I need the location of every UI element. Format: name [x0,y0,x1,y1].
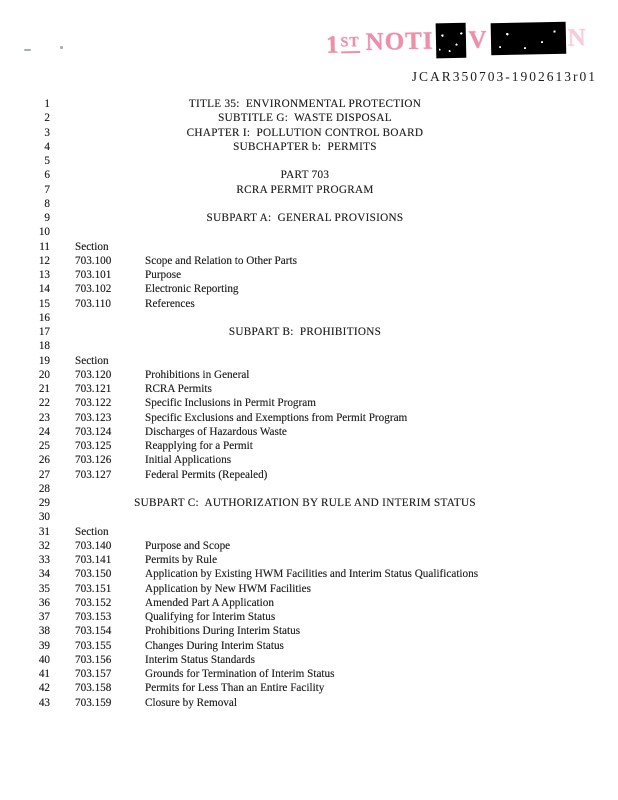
heading-text: PART 703 [280,169,330,182]
line-number: 17 [38,326,50,338]
document-line [0,254,618,268]
section-title: Application by New HWM Facilities [145,582,311,595]
line-number: 5 [44,155,50,167]
section-number: 703.153 [75,611,112,623]
document-line [0,225,618,239]
document-line [0,667,618,681]
section-title: Permits by Rule [145,554,218,566]
section-number: 703.126 [75,454,112,467]
section-title: Specific Exclusions and Exemptions from Permit Program [145,411,408,424]
document-line [0,382,618,396]
section-number: 703.154 [75,625,112,638]
section-title: Changes During Interim Status [145,639,284,652]
document-line [0,525,618,539]
section-title: Specific Inclusions in Permit Program [145,397,316,410]
section-number: 703.141 [75,554,112,566]
document-line [0,468,618,482]
document-line [0,439,618,453]
line-number: 24 [38,425,50,438]
document-line [0,653,618,667]
heading-text: SUBCHAPTER b: PERMITS [233,140,377,153]
section-number: 703.125 [75,440,112,452]
line-number: 30 [38,511,50,524]
line-number: 19 [38,354,50,367]
section-number: 703.121 [75,383,112,395]
stamp-mid-letter: V [468,26,488,54]
document-line [0,610,618,624]
document-line [0,396,618,410]
section-title: Federal Permits (Repealed) [145,468,268,481]
line-number: 37 [38,611,50,623]
document-line [0,510,618,524]
line-number: 25 [38,440,50,452]
section-title: References [145,297,195,310]
section-column-label: Section [75,354,109,367]
section-title: Scope and Relation to Other Parts [145,254,297,267]
heading-text: SUBPART C: AUTHORIZATION BY RULE AND INTERIM STATUS [134,497,476,509]
section-title: Qualifying for Interim Status [145,611,276,623]
line-number: 16 [38,311,50,324]
stamp-tail-letter: N [567,24,587,52]
section-column-label: Section [75,240,109,253]
section-title: Prohibitions During Interim Status [145,625,301,638]
line-number: 22 [38,397,50,410]
document-line [0,282,618,296]
document-line [0,425,618,439]
section-number: 703.156 [75,653,112,666]
document-line [0,297,618,311]
heading-text: SUBTITLE G: WASTE DISPOSAL [218,112,392,125]
line-number: 7 [44,183,50,196]
line-number: 14 [38,283,50,296]
line-number: 12 [38,254,50,267]
document-line [0,368,618,382]
section-title: Amended Part A Application [145,596,274,609]
section-title: Application by Existing HWM Facilities and Interim Status Qualifications [145,568,479,581]
line-number: 13 [38,269,50,281]
line-number: 26 [38,454,50,467]
section-number: 703.127 [75,468,112,481]
document-line [0,624,618,638]
document-line [0,582,618,596]
line-number: 43 [38,696,50,709]
stamp-word: NOTI [365,27,434,56]
line-number: 1 [44,98,50,110]
line-number: 39 [38,639,50,652]
section-title: Closure by Removal [145,696,237,709]
stamp-superscript: ST [340,35,359,53]
document-line [0,211,618,225]
document-line [0,553,618,567]
document-line [0,97,618,111]
line-number: 33 [38,554,50,566]
document-line [0,539,618,553]
stamp-prefix: 1ST [325,31,360,59]
document-line [0,453,618,467]
section-number: 703.124 [75,425,112,438]
section-title: Electronic Reporting [145,283,239,296]
document-line [0,496,618,510]
redaction-box-2 [490,22,566,56]
document-line [0,681,618,695]
document-line [0,596,618,610]
section-title: Reapplying for a Permit [145,440,253,452]
heading-text: TITLE 35: ENVIRONMENTAL PROTECTION [188,98,422,110]
line-number: 4 [44,140,50,153]
document-line [0,482,618,496]
line-number: 28 [38,482,50,495]
section-number: 703.157 [75,668,112,680]
section-number: 703.150 [75,568,112,581]
line-number: 18 [38,340,50,353]
document-line [0,183,618,197]
line-number: 27 [38,468,50,481]
section-title: Interim Status Standards [145,653,255,666]
document-line [0,311,618,325]
section-title: Grounds for Termination of Interim Status [145,668,335,680]
document-line [0,639,618,653]
document-line [0,154,618,168]
document-line [0,339,618,353]
document-line [0,126,618,140]
document-line [0,325,618,339]
section-number: 703.158 [75,682,112,695]
section-title: RCRA Permits [145,383,212,395]
section-number: 703.140 [75,539,112,552]
line-number: 10 [38,226,50,239]
line-number: 38 [38,625,50,638]
line-number: 42 [38,682,50,695]
line-number: 41 [38,668,50,680]
document-line [0,168,618,182]
document-line [0,140,618,154]
document-lines [0,97,618,710]
section-title: Discharges of Hazardous Waste [145,425,287,438]
line-number: 6 [44,169,50,182]
document-line [0,354,618,368]
line-number: 32 [38,539,50,552]
first-notice-stamp [326,21,587,62]
document-line [0,111,618,125]
line-number: 11 [39,240,50,253]
line-number: 40 [38,653,50,666]
section-number: 703.123 [75,411,112,424]
section-title: Permits for Less Than an Entire Facility [145,682,325,695]
line-number: 8 [44,197,50,210]
jcar-document-id: JCAR350703-1902613r01 [411,69,597,84]
section-number: 703.101 [75,269,112,281]
document-line [0,696,618,710]
section-title: Purpose and Scope [145,539,231,552]
section-number: 703.152 [75,596,112,609]
section-number: 703.100 [75,254,112,267]
line-number: 21 [38,383,50,395]
line-number: 34 [38,568,50,581]
section-number: 703.110 [75,297,111,310]
line-number: 9 [44,212,50,224]
section-number: 703.122 [75,397,112,410]
document-line [0,411,618,425]
heading-text: SUBPART B: PROHIBITIONS [228,326,382,338]
line-number: 23 [38,411,50,424]
section-title: Prohibitions in General [145,368,250,381]
section-title: Purpose [145,269,182,281]
section-number: 703.151 [75,582,112,595]
line-number: 2 [44,112,50,125]
heading-text: RCRA PERMIT PROGRAM [236,183,374,196]
redaction-box-1 [435,23,466,59]
line-number: 35 [38,582,50,595]
scan-speckle [60,46,63,49]
section-number: 703.155 [75,639,112,652]
line-number: 31 [38,525,50,538]
heading-text: SUBPART A: GENERAL PROVISIONS [206,212,404,224]
section-number: 703.120 [75,368,112,381]
section-title: Initial Applications [145,454,232,467]
section-column-label: Section [75,525,109,538]
section-number: 703.159 [75,696,112,709]
document-line [0,240,618,254]
line-number: 3 [44,126,50,139]
line-number: 36 [38,596,50,609]
document-line [0,567,618,581]
document-line [0,268,618,282]
section-number: 703.102 [75,283,112,296]
document-line [0,197,618,211]
scan-speckle [24,49,31,51]
line-number: 15 [38,297,50,310]
line-number: 20 [38,368,50,381]
heading-text: CHAPTER I: POLLUTION CONTROL BOARD [186,126,424,139]
line-number: 29 [38,497,50,509]
